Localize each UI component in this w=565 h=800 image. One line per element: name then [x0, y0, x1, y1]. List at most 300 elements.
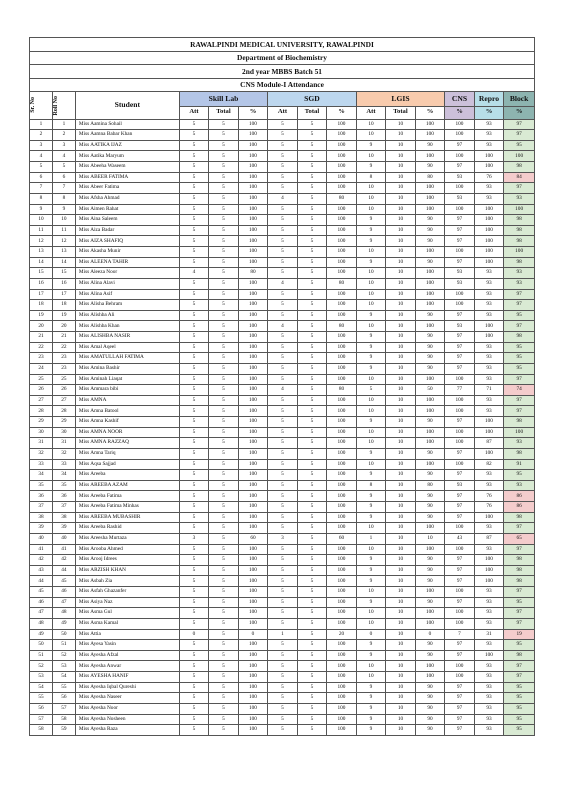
lgis-att-cell: 10 [356, 247, 386, 258]
sgd-total-cell: 5 [297, 204, 327, 215]
sr-no-cell: 16 [30, 278, 53, 289]
roll-no-cell: 31 [52, 438, 75, 449]
sr-no-cell: 30 [30, 427, 53, 438]
student-name-cell: Miss AMNA NOOR [75, 427, 179, 438]
sr-no-header-text: Sr. No [30, 97, 36, 114]
block-pct-cell: 100 [504, 247, 535, 258]
cns-pct-cell: 97 [445, 512, 475, 523]
table-row [30, 162, 535, 173]
cns-pct-cell: 77 [445, 385, 475, 396]
sgd-att-cell: 5 [268, 427, 298, 438]
sgd-att-cell: 5 [268, 247, 298, 258]
repro-pct-cell: 100 [474, 650, 504, 661]
sgd-pct-cell: 100 [327, 502, 357, 513]
repro-pct-cell: 31 [474, 629, 504, 640]
sgd-total-cell: 5 [297, 247, 327, 258]
sgd-pct-cell: 100 [327, 714, 357, 725]
sgd-total-cell: 5 [297, 151, 327, 162]
sgd-att-cell: 5 [268, 119, 298, 130]
sgd-pct-cell: 100 [327, 682, 357, 693]
roll-no-cell: 46 [52, 587, 75, 598]
skill-total-cell: 5 [209, 533, 239, 544]
sgd-pct-cell: 100 [327, 310, 357, 321]
block-pct-cell: 98 [504, 215, 535, 226]
student-name-cell: Miss Abeer Fatima [75, 183, 179, 194]
lgis-att-cell: 1 [356, 533, 386, 544]
lgis-att-cell: 9 [356, 714, 386, 725]
repro-pct-cell: 71 [474, 385, 504, 396]
student-name-cell: Miss Aminah Liaqat [75, 374, 179, 385]
sgd-pct-cell: 100 [327, 130, 357, 141]
student-name-cell: Miss AMATULLAH FATIMA [75, 353, 179, 364]
lgis-pct-cell: 100 [415, 544, 445, 555]
module-title: CNS Module-I Attendance [30, 78, 535, 92]
lgis-pct-cell: 90 [415, 236, 445, 247]
cns-pct-cell: 97 [445, 310, 475, 321]
cns-pct-cell: 100 [445, 204, 475, 215]
student-name-cell: Miss Aqsa Sajjad [75, 459, 179, 470]
sgd-att-cell: 5 [268, 363, 298, 374]
sgd-pct-cell: 100 [327, 332, 357, 343]
repro-pct-cell: 87 [474, 533, 504, 544]
sgd-total-cell: 5 [297, 502, 327, 513]
table-row [30, 597, 535, 608]
sgd-att-cell: 5 [268, 140, 298, 151]
student-name-cell: Miss Areeba Fatima Minhas [75, 502, 179, 513]
roll-no-cell: 20 [52, 321, 75, 332]
sgd-pct-header: % [327, 106, 357, 119]
block-pct-cell: 95 [504, 703, 535, 714]
block-pct-cell: 95 [504, 693, 535, 704]
cns-pct-cell: 100 [445, 438, 475, 449]
lgis-total-cell: 10 [386, 714, 416, 725]
block-pct-cell: 93 [504, 438, 535, 449]
lgis-att-cell: 9 [356, 640, 386, 651]
table-row [30, 565, 535, 576]
cns-pct-cell: 97 [445, 215, 475, 226]
lgis-total-cell: 10 [386, 289, 416, 300]
student-name-cell: Miss Amina Bashir [75, 363, 179, 374]
repro-pct-cell: 100 [474, 565, 504, 576]
repro-pct-cell: 100 [474, 427, 504, 438]
sgd-pct-cell: 100 [327, 523, 357, 534]
roll-no-cell: 32 [52, 448, 75, 459]
sr-no-cell: 51 [30, 650, 53, 661]
sgd-att-cell: 5 [268, 565, 298, 576]
student-name-cell: Miss Ayesha Anwar [75, 661, 179, 672]
roll-no-cell: 35 [52, 480, 75, 491]
student-name-cell: Miss Asma Kamal [75, 618, 179, 629]
skill-att-cell: 5 [179, 225, 209, 236]
block-pct-cell: 95 [504, 597, 535, 608]
block-pct-cell: 95 [504, 353, 535, 364]
roll-no-cell: 14 [52, 257, 75, 268]
skill-total-cell: 5 [209, 300, 239, 311]
sgd-att-cell: 5 [268, 661, 298, 672]
sgd-total-cell: 5 [297, 608, 327, 619]
sgd-att-cell: 5 [268, 406, 298, 417]
lgis-att-cell: 9 [356, 555, 386, 566]
skill-att-cell: 5 [179, 427, 209, 438]
sgd-pct-cell: 100 [327, 544, 357, 555]
skill-pct-cell: 60 [238, 533, 268, 544]
sr-no-cell: 38 [30, 512, 53, 523]
repro-pct-cell: 100 [474, 247, 504, 258]
roll-no-cell: 44 [52, 565, 75, 576]
sgd-pct-cell: 100 [327, 650, 357, 661]
lgis-pct-cell: 100 [415, 204, 445, 215]
table-row [30, 151, 535, 162]
lgis-total-cell: 10 [386, 247, 416, 258]
sgd-pct-cell: 80 [327, 321, 357, 332]
skill-total-cell: 5 [209, 448, 239, 459]
lgis-total-cell: 10 [386, 300, 416, 311]
sgd-att-cell: 5 [268, 151, 298, 162]
sgd-att-cell: 5 [268, 374, 298, 385]
repro-pct-cell: 82 [474, 459, 504, 470]
skill-att-cell: 5 [179, 682, 209, 693]
block-pct-cell: 97 [504, 300, 535, 311]
block-pct-cell: 93 [504, 278, 535, 289]
lgis-att-cell: 10 [356, 321, 386, 332]
skill-att-cell: 5 [179, 480, 209, 491]
cns-pct-cell: 97 [445, 640, 475, 651]
sgd-pct-cell: 100 [327, 236, 357, 247]
repro-pct-cell: 93 [474, 714, 504, 725]
repro-pct-cell: 100 [474, 162, 504, 173]
cns-pct-cell: 97 [445, 565, 475, 576]
skill-att-cell: 5 [179, 555, 209, 566]
repro-pct-cell: 93 [474, 544, 504, 555]
sr-no-cell: 36 [30, 491, 53, 502]
student-name-cell: Miss Areeba Rashid [75, 523, 179, 534]
cns-pct-cell: 43 [445, 533, 475, 544]
block-pct-cell: 95 [504, 682, 535, 693]
sgd-att-cell: 5 [268, 204, 298, 215]
student-name-cell: Miss Afsha Ahmad [75, 193, 179, 204]
lgis-att-cell: 5 [356, 385, 386, 396]
sgd-total-header: Total [297, 106, 327, 119]
sgd-total-cell: 5 [297, 682, 327, 693]
attendance-table [29, 37, 535, 736]
lgis-total-cell: 10 [386, 512, 416, 523]
lgis-pct-cell: 90 [415, 310, 445, 321]
skill-total-cell: 5 [209, 480, 239, 491]
skill-total-cell: 5 [209, 215, 239, 226]
sgd-att-cell: 5 [268, 172, 298, 183]
lgis-total-cell: 10 [386, 693, 416, 704]
sgd-att-cell: 4 [268, 193, 298, 204]
student-name-cell: Miss Ammara bibi [75, 385, 179, 396]
lgis-total-cell: 10 [386, 268, 416, 279]
skill-att-cell: 5 [179, 342, 209, 353]
skill-total-cell: 5 [209, 385, 239, 396]
student-name-cell: Miss ARZISH KHAN [75, 565, 179, 576]
skill-total-cell: 5 [209, 342, 239, 353]
sr-no-cell: 11 [30, 225, 53, 236]
skill-pct-cell: 80 [238, 268, 268, 279]
sr-no-cell: 21 [30, 332, 53, 343]
roll-no-cell: 27 [52, 395, 75, 406]
lgis-att-cell: 9 [356, 162, 386, 173]
cns-pct-cell: 97 [445, 332, 475, 343]
roll-no-cell: 12 [52, 236, 75, 247]
repro-pct-cell: 93 [474, 353, 504, 364]
sgd-att-cell: 5 [268, 650, 298, 661]
student-name-cell: Miss Abeeha Waseem [75, 162, 179, 173]
table-row [30, 502, 535, 513]
lgis-total-cell: 10 [386, 162, 416, 173]
roll-no-cell: 5 [52, 162, 75, 173]
skill-pct-cell: 100 [238, 289, 268, 300]
lgis-pct-cell: 90 [415, 576, 445, 587]
skill-total-cell: 5 [209, 236, 239, 247]
sgd-pct-cell: 100 [327, 693, 357, 704]
sgd-total-cell: 5 [297, 310, 327, 321]
skill-pct-cell: 100 [238, 470, 268, 481]
repro-pct-cell: 93 [474, 310, 504, 321]
skill-total-cell: 5 [209, 544, 239, 555]
sr-no-cell: 20 [30, 321, 53, 332]
lgis-total-cell: 10 [386, 310, 416, 321]
sgd-total-cell: 5 [297, 395, 327, 406]
roll-no-cell: 23 [52, 353, 75, 364]
table-row [30, 406, 535, 417]
skill-pct-cell: 100 [238, 342, 268, 353]
lgis-total-cell: 10 [386, 130, 416, 141]
sgd-att-cell: 5 [268, 417, 298, 428]
roll-no-header-text: Roll No [52, 95, 59, 115]
table-row [30, 640, 535, 651]
lgis-total-cell: 10 [386, 417, 416, 428]
lgis-total-cell: 10 [386, 172, 416, 183]
cns-pct-cell: 100 [445, 544, 475, 555]
table-row [30, 193, 535, 204]
repro-pct-cell: 93 [474, 374, 504, 385]
lgis-pct-cell: 80 [415, 480, 445, 491]
sr-no-cell: 22 [30, 342, 53, 353]
sr-no-cell: 42 [30, 555, 53, 566]
university-title: RAWALPINDI MEDICAL UNIVERSITY, RAWALPINDI [30, 38, 535, 52]
lgis-att-cell: 9 [356, 310, 386, 321]
block-pct-cell: 98 [504, 565, 535, 576]
skill-total-cell: 5 [209, 321, 239, 332]
lgis-total-cell: 10 [386, 470, 416, 481]
lgis-att-cell: 0 [356, 629, 386, 640]
student-name-cell: Miss Asbah Zia [75, 576, 179, 587]
lgis-att-cell: 9 [356, 257, 386, 268]
skill-total-cell: 5 [209, 725, 239, 736]
attendance-sheet [29, 37, 535, 736]
student-name-cell: Miss Ayesha Naseer [75, 693, 179, 704]
lgis-pct-cell: 100 [415, 151, 445, 162]
roll-no-cell: 39 [52, 523, 75, 534]
skill-pct-cell: 100 [238, 119, 268, 130]
student-name-cell: Miss AMNA RAZZAQ [75, 438, 179, 449]
lgis-pct-cell: 100 [415, 459, 445, 470]
sr-no-cell: 3 [30, 140, 53, 151]
skill-att-cell: 5 [179, 725, 209, 736]
lgis-pct-cell: 90 [415, 470, 445, 481]
lgis-total-cell: 10 [386, 257, 416, 268]
sgd-att-cell: 5 [268, 183, 298, 194]
block-pct-header: % [504, 106, 535, 119]
sgd-pct-cell: 100 [327, 608, 357, 619]
skill-pct-cell: 100 [238, 544, 268, 555]
block-pct-cell: 86 [504, 502, 535, 513]
sgd-pct-cell: 100 [327, 300, 357, 311]
skill-att-cell: 5 [179, 523, 209, 534]
skill-att-cell: 5 [179, 363, 209, 374]
block-pct-cell: 97 [504, 672, 535, 683]
repro-pct-cell: 100 [474, 417, 504, 428]
sgd-pct-cell: 100 [327, 640, 357, 651]
sr-no-cell: 17 [30, 289, 53, 300]
repro-pct-cell: 93 [474, 640, 504, 651]
lgis-total-cell: 10 [386, 193, 416, 204]
skill-pct-cell: 100 [238, 502, 268, 513]
sgd-att-cell: 5 [268, 618, 298, 629]
lgis-total-cell: 10 [386, 672, 416, 683]
sgd-total-cell: 5 [297, 576, 327, 587]
lgis-pct-cell: 90 [415, 555, 445, 566]
block-pct-cell: 98 [504, 650, 535, 661]
cns-pct-cell: 100 [445, 459, 475, 470]
block-pct-cell: 97 [504, 289, 535, 300]
lgis-pct-cell: 90 [415, 417, 445, 428]
table-row [30, 693, 535, 704]
student-name-cell: Miss Asfah Ghazanfer [75, 587, 179, 598]
lgis-att-cell: 10 [356, 523, 386, 534]
repro-pct-cell: 100 [474, 576, 504, 587]
cns-pct-cell: 97 [445, 342, 475, 353]
table-row [30, 672, 535, 683]
skill-att-cell: 5 [179, 448, 209, 459]
repro-pct-cell: 93 [474, 703, 504, 714]
sgd-pct-cell: 100 [327, 427, 357, 438]
sgd-total-cell: 5 [297, 140, 327, 151]
lgis-pct-cell: 100 [415, 438, 445, 449]
table-row [30, 353, 535, 364]
skill-pct-cell: 100 [238, 151, 268, 162]
skill-pct-cell: 100 [238, 162, 268, 173]
lgis-total-cell: 10 [386, 661, 416, 672]
sr-no-cell: 32 [30, 448, 53, 459]
skill-pct-cell: 100 [238, 193, 268, 204]
repro-pct-cell: 93 [474, 140, 504, 151]
repro-pct-cell: 76 [474, 172, 504, 183]
roll-no-cell: 9 [52, 204, 75, 215]
sgd-pct-cell: 100 [327, 374, 357, 385]
sr-no-cell: 12 [30, 236, 53, 247]
lgis-total-cell: 10 [386, 533, 416, 544]
roll-no-cell: 21 [52, 332, 75, 343]
sr-no-cell: 15 [30, 268, 53, 279]
lgis-total-cell: 10 [386, 278, 416, 289]
skill-pct-cell: 100 [238, 480, 268, 491]
skill-pct-cell: 100 [238, 448, 268, 459]
cns-pct-cell: 97 [445, 236, 475, 247]
repro-pct-cell: 76 [474, 491, 504, 502]
skill-att-cell: 5 [179, 321, 209, 332]
lgis-att-cell: 9 [356, 236, 386, 247]
sgd-total-cell: 5 [297, 459, 327, 470]
block-pct-cell: 97 [504, 321, 535, 332]
block-pct-cell: 100 [504, 204, 535, 215]
table-row [30, 470, 535, 481]
sr-no-cell: 34 [30, 470, 53, 481]
sgd-total-cell: 5 [297, 278, 327, 289]
sgd-total-cell: 5 [297, 597, 327, 608]
sgd-total-cell: 5 [297, 119, 327, 130]
sgd-pct-cell: 100 [327, 395, 357, 406]
skill-total-cell: 5 [209, 406, 239, 417]
lgis-att-cell: 9 [356, 225, 386, 236]
table-row [30, 459, 535, 470]
cns-pct-cell: 100 [445, 427, 475, 438]
sgd-att-cell: 4 [268, 278, 298, 289]
table-row [30, 385, 535, 396]
student-name-cell: Miss Aamna Babar Khan [75, 130, 179, 141]
skill-pct-cell: 100 [238, 459, 268, 470]
lgis-att-cell: 9 [356, 703, 386, 714]
lgis-pct-cell: 90 [415, 703, 445, 714]
skill-att-cell: 5 [179, 406, 209, 417]
skill-att-cell: 5 [179, 278, 209, 289]
block-pct-cell: 98 [504, 257, 535, 268]
skill-total-cell: 5 [209, 587, 239, 598]
table-row [30, 236, 535, 247]
student-name-cell: Miss Attia [75, 629, 179, 640]
sr-no-cell: 48 [30, 618, 53, 629]
lgis-att-cell: 9 [356, 342, 386, 353]
student-name-cell: Miss Aatika Maryum [75, 151, 179, 162]
roll-no-cell: 55 [52, 682, 75, 693]
block-pct-cell: 97 [504, 119, 535, 130]
cns-pct-cell: 97 [445, 448, 475, 459]
student-name-cell: Miss Aiza Badar [75, 225, 179, 236]
table-row [30, 714, 535, 725]
roll-no-cell: 1 [52, 119, 75, 130]
sgd-total-cell: 5 [297, 491, 327, 502]
roll-no-cell: 51 [52, 640, 75, 651]
table-row [30, 172, 535, 183]
repro-pct-cell: 93 [474, 406, 504, 417]
skill-total-cell: 5 [209, 172, 239, 183]
skill-pct-cell: 100 [238, 321, 268, 332]
student-name-cell: Miss Alishba Khan [75, 321, 179, 332]
skill-pct-header: % [238, 106, 268, 119]
block-pct-cell: 19 [504, 629, 535, 640]
skill-total-cell: 5 [209, 491, 239, 502]
skill-att-cell: 5 [179, 385, 209, 396]
sgd-att-cell: 5 [268, 268, 298, 279]
sgd-att-cell: 5 [268, 640, 298, 651]
roll-no-cell: 38 [52, 512, 75, 523]
block-pct-cell: 95 [504, 342, 535, 353]
lgis-att-cell: 9 [356, 725, 386, 736]
cns-pct-cell: 97 [445, 353, 475, 364]
lgis-total-cell: 10 [386, 385, 416, 396]
sgd-att-cell: 5 [268, 682, 298, 693]
student-name-cell: Miss Alisha Behram [75, 300, 179, 311]
sgd-att-cell: 5 [268, 703, 298, 714]
student-name-cell: Miss Arooba Ahmed [75, 544, 179, 555]
sgd-total-cell: 5 [297, 162, 327, 173]
cns-pct-cell: 100 [445, 618, 475, 629]
lgis-total-cell: 10 [386, 183, 416, 194]
sgd-pct-cell: 100 [327, 555, 357, 566]
